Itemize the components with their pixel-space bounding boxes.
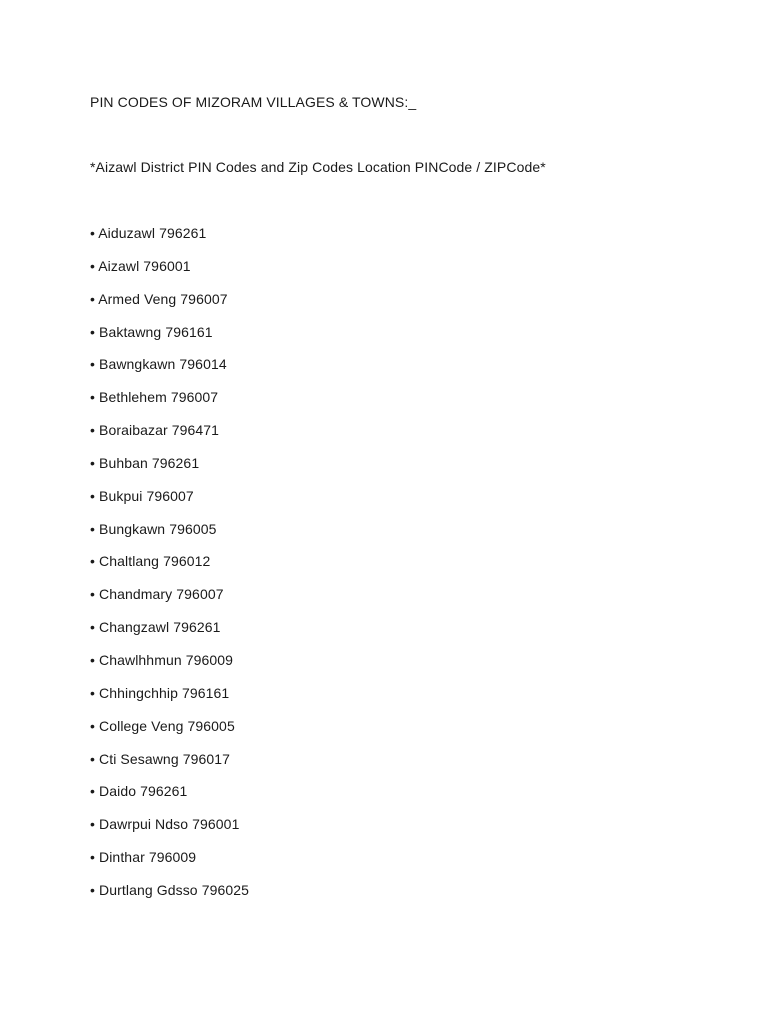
- place-name: College Veng: [99, 717, 184, 734]
- pin-code: 796261: [140, 783, 188, 800]
- list-item: [90, 487, 249, 520]
- place-name: Baktawng: [99, 323, 162, 340]
- pin-code: 796012: [163, 553, 211, 570]
- place-name: Chandmary: [99, 586, 173, 603]
- list-item: [90, 848, 249, 881]
- place-name: Chawlhhmun: [99, 651, 182, 668]
- pin-code: 796017: [182, 750, 231, 767]
- bullet-glyph: •: [90, 389, 96, 406]
- pin-code: 796471: [171, 422, 220, 439]
- bullet-glyph: •: [90, 717, 96, 734]
- place-name: Aiduzawl: [98, 225, 156, 241]
- pin-code: 796161: [165, 323, 213, 340]
- list-item: [90, 520, 249, 553]
- pin-code: 796009: [185, 651, 234, 668]
- bullet-glyph: •: [90, 257, 96, 274]
- bullet-glyph: •: [90, 454, 96, 471]
- pin-code: 796001: [143, 257, 191, 274]
- list-item: [90, 290, 249, 323]
- list-item: [90, 552, 249, 585]
- pin-code: 796009: [148, 849, 197, 866]
- bullet-glyph: •: [90, 783, 96, 800]
- pin-code: 796007: [176, 586, 224, 603]
- list-item: [90, 618, 249, 651]
- pin-code: 796005: [187, 717, 235, 734]
- bullet-glyph: •: [90, 290, 96, 307]
- list-item: [90, 782, 249, 815]
- place-name: Chaltlang: [99, 553, 160, 570]
- list-item: [90, 750, 249, 783]
- place-name: Cti Sesawng: [99, 750, 179, 767]
- pin-code-list: [90, 224, 249, 914]
- place-name: Dinthar: [99, 849, 145, 866]
- list-item: [90, 881, 249, 914]
- list-item: [90, 323, 249, 356]
- bullet-glyph: •: [90, 684, 96, 701]
- list-item: [90, 388, 249, 421]
- pin-code: 796001: [192, 816, 240, 833]
- list-item: [90, 454, 249, 487]
- list-item: [90, 224, 249, 257]
- bullet-glyph: •: [90, 356, 96, 373]
- pin-code: 796007: [180, 290, 228, 307]
- place-name: Daido: [99, 783, 137, 800]
- place-name: Bungkawn: [99, 520, 166, 537]
- place-name: Bethlehem: [99, 389, 167, 406]
- bullet-glyph: •: [90, 520, 96, 537]
- pin-code: 796261: [151, 454, 200, 471]
- place-name: Bawngkawn: [99, 356, 176, 373]
- bullet-glyph: •: [90, 225, 96, 241]
- bullet-glyph: •: [90, 422, 96, 439]
- place-name: Durtlang Gdsso: [99, 881, 198, 898]
- bullet-glyph: •: [90, 553, 96, 570]
- place-name: Aizawl: [98, 257, 140, 274]
- bullet-glyph: •: [90, 750, 96, 767]
- pin-code: 796007: [170, 389, 219, 406]
- place-name: Boraibazar: [99, 422, 168, 439]
- bullet-glyph: •: [90, 651, 96, 668]
- pin-code: 796261: [159, 225, 207, 241]
- bullet-glyph: •: [90, 619, 96, 636]
- district-subtitle: *Aizawl District PIN Codes and Zip Codes Location PINCode / ZIPCode*: [90, 159, 546, 175]
- list-item: [90, 585, 249, 618]
- list-item: [90, 421, 249, 454]
- bullet-glyph: •: [90, 323, 96, 340]
- list-item: [90, 684, 249, 717]
- pin-code: 796025: [201, 881, 250, 898]
- place-name: Bukpui: [99, 487, 143, 504]
- place-name: Changzawl: [99, 619, 170, 636]
- list-item: [90, 651, 249, 684]
- list-item: [90, 257, 249, 290]
- pin-code: 796161: [181, 684, 230, 701]
- pin-code: 796005: [169, 520, 217, 537]
- list-item: [90, 355, 249, 388]
- pin-code: 796014: [179, 356, 227, 373]
- bullet-glyph: •: [90, 586, 96, 603]
- place-name: Dawrpui Ndso: [99, 816, 189, 833]
- document-title: PIN CODES OF MIZORAM VILLAGES & TOWNS:_: [90, 94, 417, 110]
- place-name: Buhban: [99, 454, 148, 471]
- bullet-glyph: •: [90, 881, 96, 898]
- list-item: [90, 717, 249, 750]
- pin-code: 796261: [173, 619, 221, 636]
- list-item: [90, 815, 249, 848]
- bullet-glyph: •: [90, 487, 96, 504]
- place-name: Chhingchhip: [99, 684, 178, 701]
- bullet-glyph: •: [90, 816, 96, 833]
- place-name: Armed Veng: [98, 290, 177, 307]
- bullet-glyph: •: [90, 849, 96, 866]
- pin-code: 796007: [146, 487, 194, 504]
